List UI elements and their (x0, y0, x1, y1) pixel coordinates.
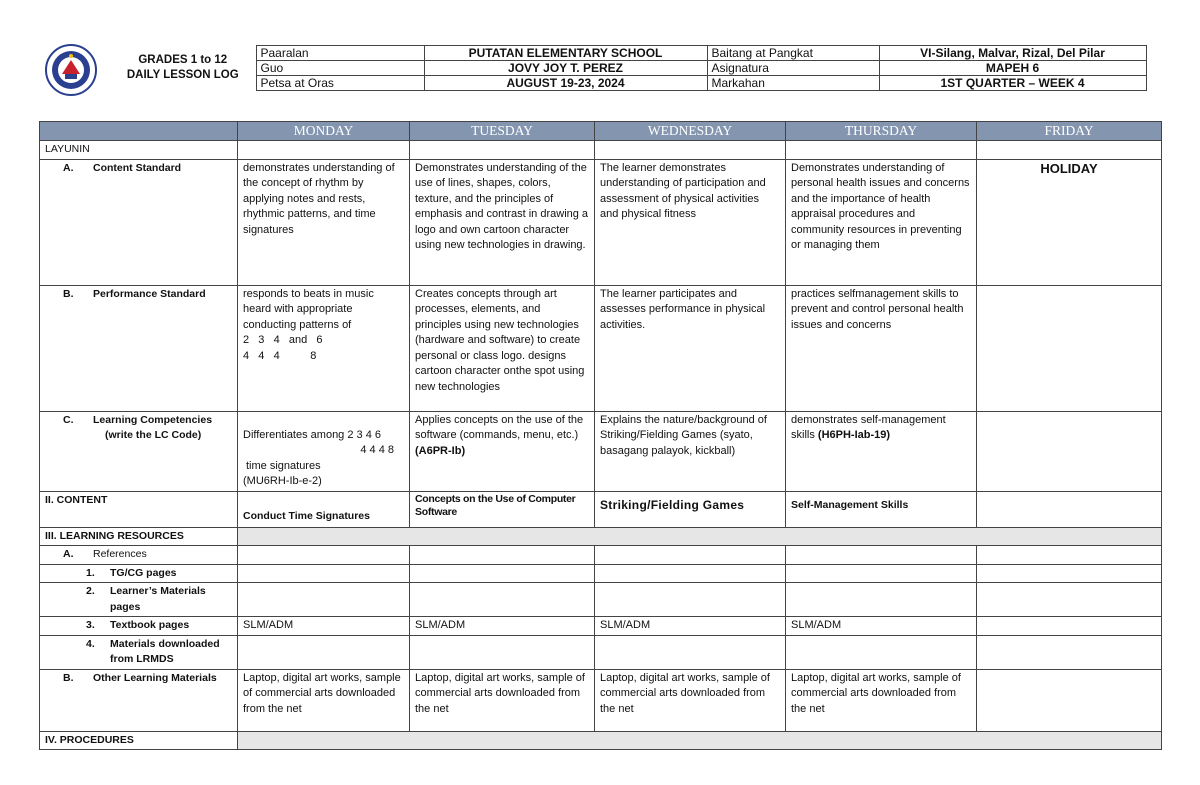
perf-mon-denominators: 4 4 4 8 (243, 349, 317, 362)
header-table (110, 45, 1147, 91)
row-label-sub: (write the LC Code) (105, 429, 202, 441)
cell (977, 285, 1162, 411)
other-materials-wednesday: Laptop, digital art works, sample of commercial arts downloaded from the net (595, 669, 786, 731)
cell (786, 635, 977, 669)
lm-pages-label (40, 583, 238, 617)
layunin-label: LAYUNIN (40, 141, 238, 160)
cell (410, 583, 595, 617)
row-letter: B. (63, 671, 74, 684)
other-materials-tuesday: Laptop, digital art works, sample of commercial arts downloaded from the net (410, 669, 595, 731)
lrmds-label (40, 635, 238, 669)
row-number: 4. (86, 637, 95, 650)
day-header-monday: MONDAY (238, 122, 410, 141)
procedures-label: IV. PROCEDURES (40, 731, 238, 750)
cell (977, 491, 1162, 527)
corner-header (40, 122, 238, 141)
textbook-wednesday: SLM/ADM (595, 617, 786, 636)
references-label (40, 546, 238, 565)
day-header-friday: FRIDAY (977, 122, 1162, 141)
row-label: Content Standard (93, 161, 182, 174)
content-thursday: Self-Management Skills (786, 491, 977, 527)
row-label: Other Learning Materials (93, 671, 217, 684)
date-value: AUGUST 19-23, 2024 (424, 76, 707, 91)
performance-standard-thursday: practices selfmanagement skills to prevent and control personal health issues and concerns (786, 285, 977, 411)
performance-standard-tuesday: Creates concepts through art processes, elements, and principles using new technologies (hardware and software) to create personal or class logo. designs cartoon character onthe spot using new technologies (410, 285, 595, 411)
content-standard-tuesday: Demonstrates understanding of the use of lines, shapes, colors, texture, and the principles of emphasis and contrast in drawing a logo and own cartoon character using new technologies in drawing. (410, 159, 595, 285)
other-materials-monday: Laptop, digital art works, sample of commercial arts downloaded from the net (238, 669, 410, 731)
performance-standard-monday (238, 285, 410, 411)
comp-mon-code: (MU6RH-Ib-e-2) (243, 475, 322, 487)
cell (977, 669, 1162, 731)
cell (977, 583, 1162, 617)
comp-mon-line3: time signatures (246, 459, 321, 472)
cell (977, 564, 1162, 583)
cell (595, 141, 786, 160)
row-letter: A. (63, 161, 74, 174)
other-materials-label (40, 669, 238, 731)
grade-value: VI-Silang, Malvar, Rizal, Del Pilar (879, 46, 1146, 61)
cell (238, 141, 410, 160)
performance-standard-label (40, 285, 238, 411)
perf-mon-numerators: 2 3 4 and 6 (243, 334, 323, 346)
textbook-thursday: SLM/ADM (786, 617, 977, 636)
content-standard-label (40, 159, 238, 285)
deped-seal-logo (38, 44, 104, 96)
comp-thu-text: demonstrates self-management skills (791, 413, 946, 441)
row-letter: A. (63, 548, 74, 560)
school-value: PUTATAN ELEMENTARY SCHOOL (424, 46, 707, 61)
competencies-monday (238, 411, 410, 491)
performance-standard-wednesday: The learner participates and assesses performance in physical activities. (595, 285, 786, 411)
competencies-tuesday (410, 411, 595, 491)
row-label: Learner’s Materials pages (110, 585, 206, 613)
cell (595, 564, 786, 583)
content-monday-text: Conduct Time Signatures (243, 510, 370, 522)
cell (410, 546, 595, 565)
cell (238, 635, 410, 669)
content-section-label: II. CONTENT (40, 491, 238, 527)
content-standard-thursday: Demonstrates understanding of personal health issues and concerns and the importance of health appraisal procedures and community resources in preventing or managing them (786, 159, 977, 285)
content-standard-monday: demonstrates understanding of the concept of rhythm by applying notes and rests, rhythmic patterns, and time signatures (238, 159, 410, 285)
cell (238, 546, 410, 565)
row-label: Textbook pages (110, 619, 190, 631)
learning-resources-label: III. LEARNING RESOURCES (40, 527, 238, 546)
day-header-tuesday: TUESDAY (410, 122, 595, 141)
competencies-thursday (786, 411, 977, 491)
cell (238, 564, 410, 583)
cell (977, 411, 1162, 491)
cell (410, 141, 595, 160)
cell (410, 564, 595, 583)
cell (238, 583, 410, 617)
perf-mon-text: responds to beats in music heard with appropriate conducting patterns of (243, 287, 374, 331)
content-tuesday: Concepts on the Use of Computer Software (410, 491, 595, 527)
row-number: 2. (86, 585, 95, 597)
content-standard-wednesday: The learner demonstrates understanding of participation and assessment of physical activities and physical fitness (595, 159, 786, 285)
teacher-label: Guo (256, 61, 424, 76)
row-letter: C. (63, 413, 74, 426)
cell (595, 583, 786, 617)
row-label: Learning Competencies (93, 413, 213, 426)
log-title (110, 46, 256, 91)
row-number: 3. (86, 619, 95, 631)
cell (786, 141, 977, 160)
day-header-wednesday: WEDNESDAY (595, 122, 786, 141)
cell (977, 635, 1162, 669)
content-monday (238, 491, 410, 527)
row-label: References (93, 548, 147, 560)
learning-resources-band (238, 527, 1162, 546)
comp-thu-code: (H6PH-Iab-19) (817, 429, 891, 441)
cell (786, 564, 977, 583)
competencies-wednesday: Explains the nature/background of Striking/Fielding Games (syato, basagang palayok, kickball) (595, 411, 786, 491)
friday-holiday: HOLIDAY (977, 159, 1162, 285)
content-wednesday: Striking/Fielding Games (595, 491, 786, 527)
comp-mon-line1: Differentiates among 2 3 4 6 (243, 428, 381, 441)
row-number: 1. (86, 566, 95, 579)
textbook-pages-label (40, 617, 238, 636)
tg-pages-label (40, 564, 238, 583)
cell (786, 583, 977, 617)
cell (410, 635, 595, 669)
row-label: Materials downloaded from LRMDS (110, 637, 220, 665)
cell (786, 546, 977, 565)
lesson-log-table (39, 121, 1162, 750)
day-header-thursday: THURSDAY (786, 122, 977, 141)
subject-label: Asignatura (707, 61, 879, 76)
textbook-tuesday: SLM/ADM (410, 617, 595, 636)
comp-tue-text: Applies concepts on the use of the software (commands, menu, etc.) (415, 413, 584, 441)
school-label: Paaralan (256, 46, 424, 61)
grade-label: Baitang at Pangkat (707, 46, 879, 61)
comp-tue-code: (A6PR-Ib) (415, 444, 466, 457)
row-letter: B. (63, 287, 74, 300)
cell (977, 141, 1162, 160)
quarter-value: 1ST QUARTER – WEEK 4 (879, 76, 1146, 91)
cell (977, 617, 1162, 636)
subject-value: MAPEH 6 (879, 61, 1146, 76)
comp-mon-line2: 4 4 4 8 (360, 444, 394, 456)
teacher-value: JOVY JOY T. PEREZ (424, 61, 707, 76)
log-title-line2: DAILY LESSON LOG (126, 69, 239, 81)
row-label: TG/CG pages (110, 566, 177, 579)
log-title-line1: GRADES 1 to 12 (138, 54, 228, 66)
cell (977, 546, 1162, 565)
date-label: Petsa at Oras (256, 76, 424, 91)
textbook-monday: SLM/ADM (238, 617, 410, 636)
row-label: Performance Standard (93, 287, 206, 300)
quarter-label: Markahan (707, 76, 879, 91)
cell (595, 635, 786, 669)
learning-competencies-label (40, 411, 238, 491)
other-materials-thursday: Laptop, digital art works, sample of commercial arts downloaded from the net (786, 669, 977, 731)
procedures-band (238, 731, 1162, 750)
cell (595, 546, 786, 565)
